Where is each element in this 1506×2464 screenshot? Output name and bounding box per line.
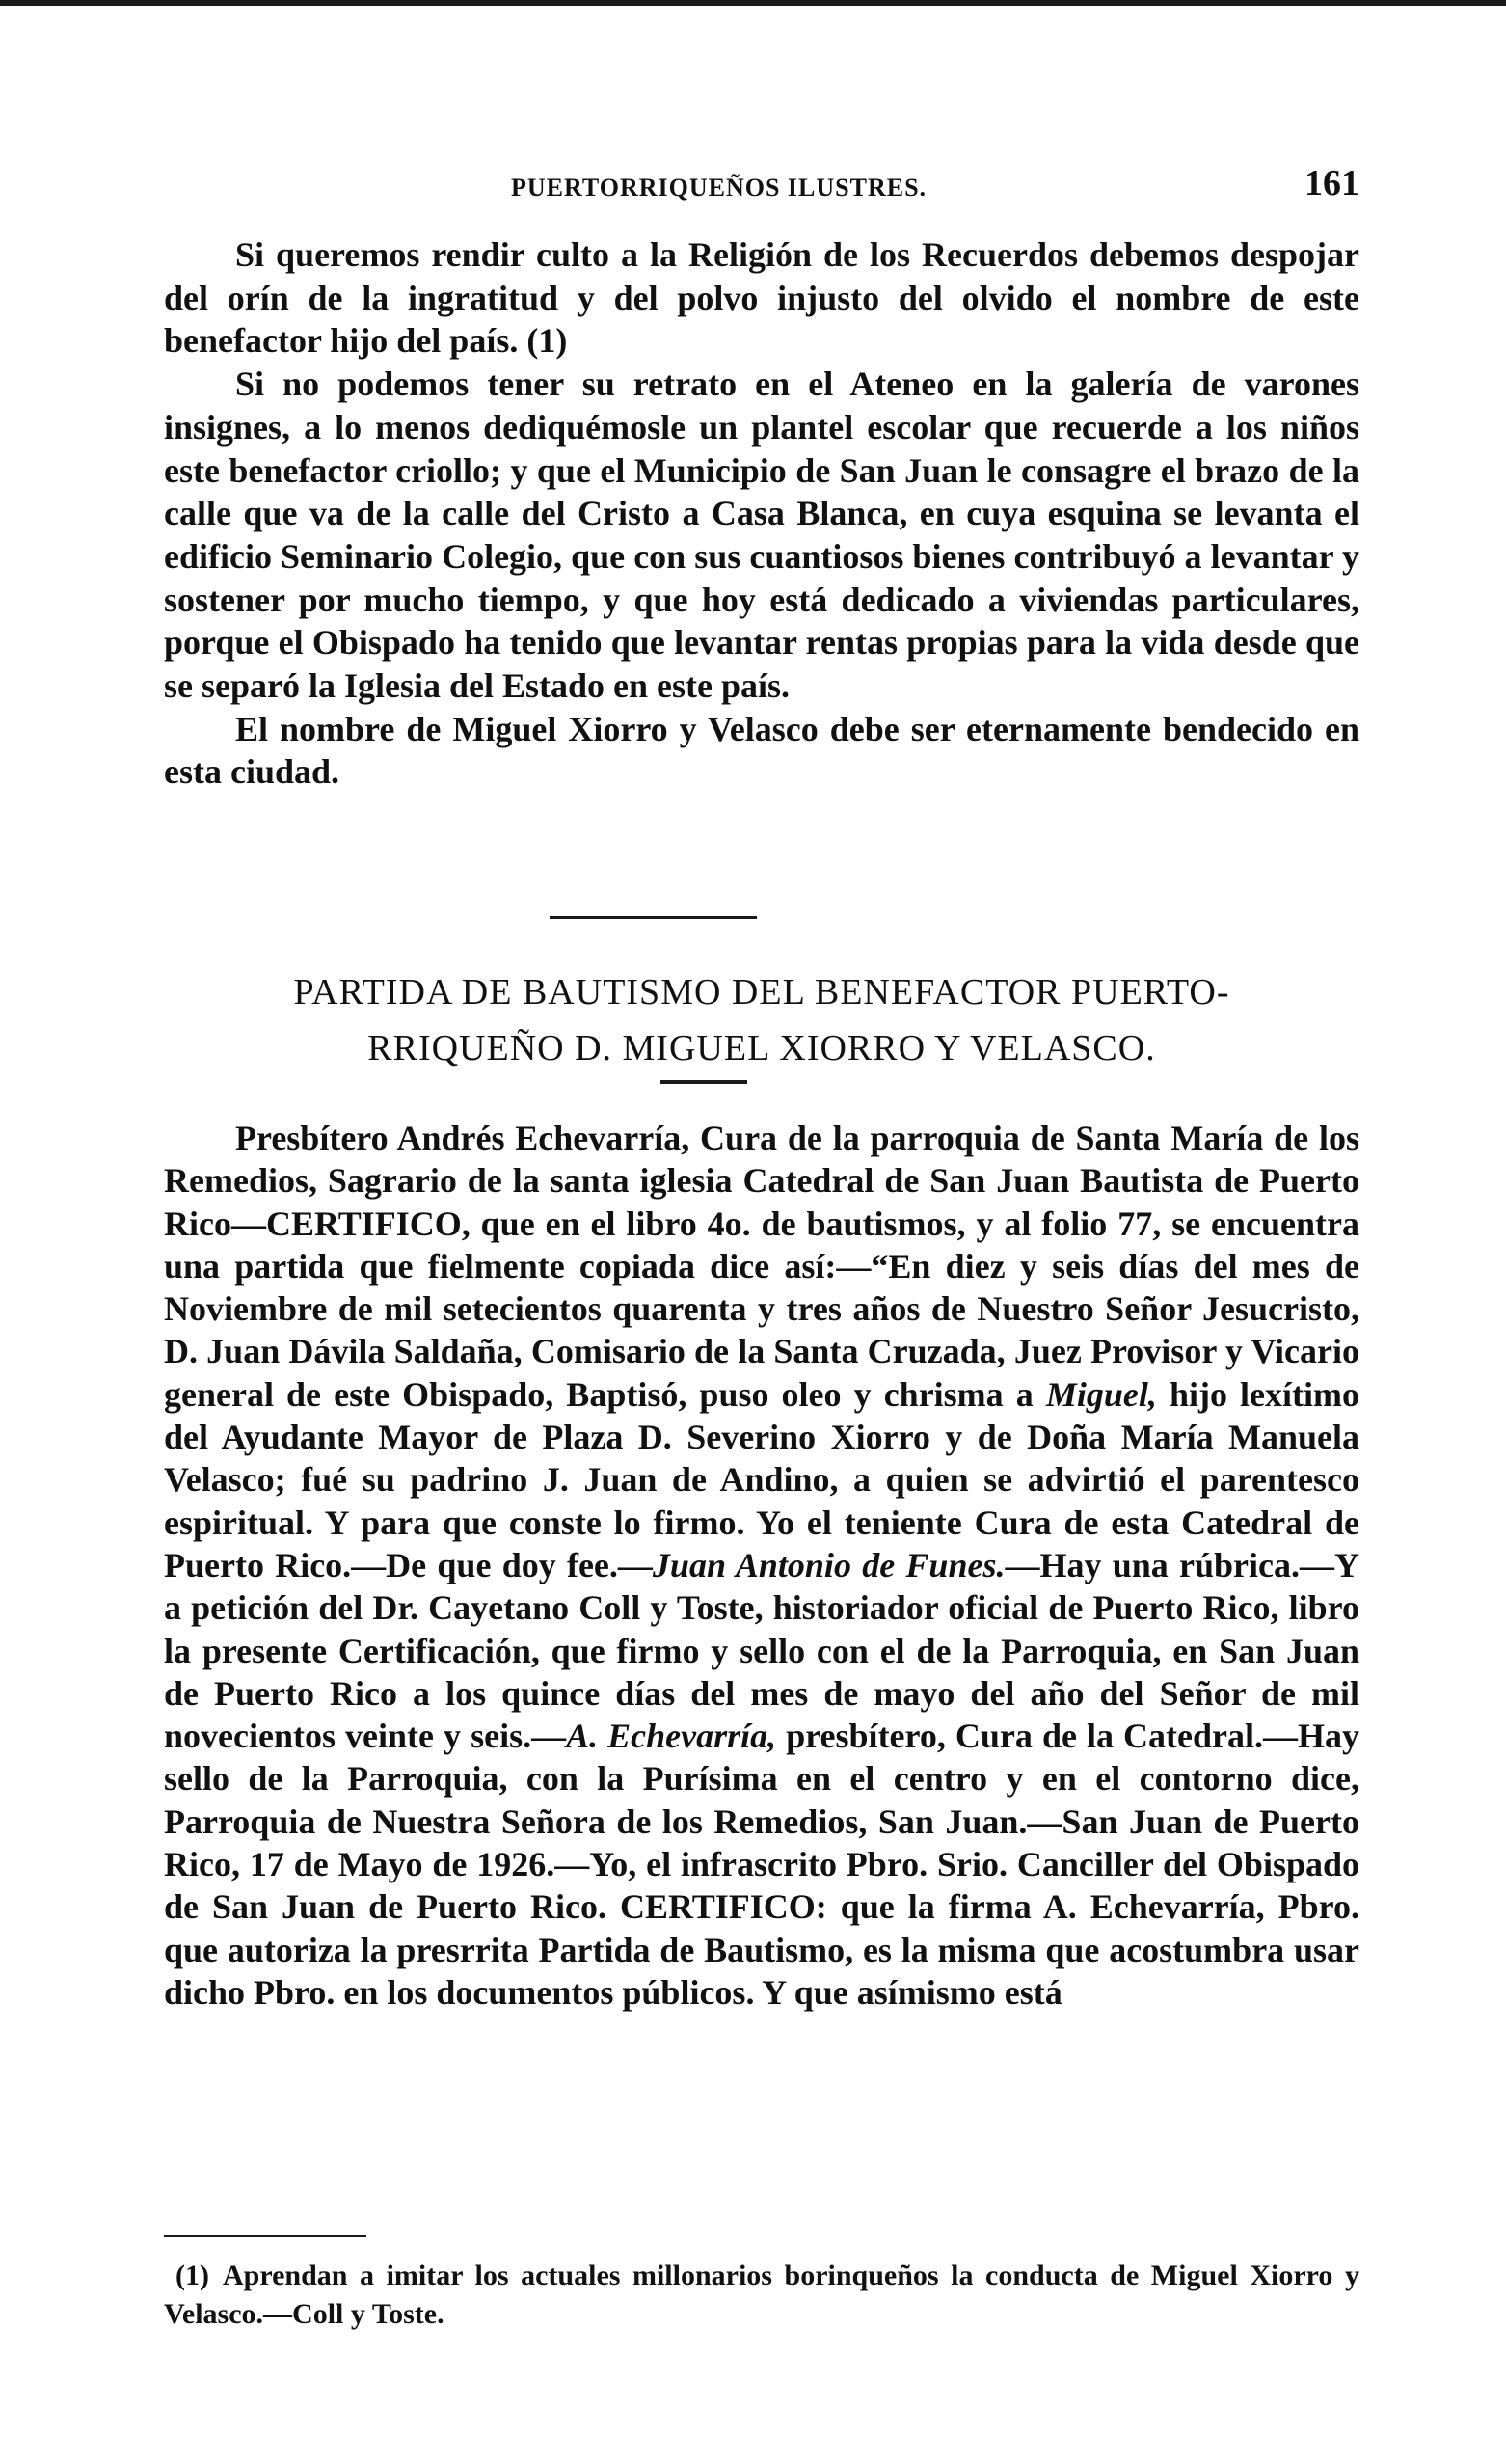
section-divider xyxy=(550,916,757,919)
section-title xyxy=(154,964,1369,1076)
italic-a-echevarria: A. Echevarría, xyxy=(566,1717,777,1756)
certificate-text-part-4: presbítero, Cura de la Catedral.—Hay sello de la Parroquia, con la Purísima en el centro y en el contorno dice, Parroquia de Nuestra Señora de los Remedios, San Juan.—San Juan de Puerto Rico, 17 de Mayo de 1926.—Yo, el infrascrito Pbro. Srio. Canciller del Obispado de San Juan de Puerto Rico. CERTIFICO: que la firma A. Echevarría, Pbro. que autoriza la presrrita Partida de Bautismo, es la misma que acostumbra usar dicho Pbro. en los documentos públicos. Y que asímismo está xyxy=(164,1717,1360,2012)
footnote-rule xyxy=(164,2235,366,2237)
paragraph-religion-recuerdos: Si queremos rendir culto a la Religión de los Recuerdos debemos despojar del orín de la ingratitud y del polvo injusto del olvido el nombre de este benefactor hijo del país. (1) xyxy=(164,235,1359,361)
italic-miguel: Miguel, xyxy=(1045,1374,1157,1414)
footnote-mark: (1) xyxy=(175,2260,209,2291)
certificate-paragraph xyxy=(164,1117,1359,2014)
paragraph-nombre-bendecido: El nombre de Miguel Xiorro y Velasco debe ser eternamente bendecido en esta ciudad. xyxy=(164,709,1359,792)
section-title-line-2: RRIQUEÑO D. MIGUEL XIORRO Y VELASCO. xyxy=(367,1028,1156,1069)
running-head: PUERTORRIQUEÑOS ILUSTRES. xyxy=(511,174,928,202)
baptism-certificate-text xyxy=(164,1117,1359,2014)
top-edge-rule xyxy=(0,0,1506,6)
certificate-text-part-1: Presbítero Andrés Echevarría, Cura de la parroquia de Santa María de los Remedios, Sagrario de la santa iglesia Catedral de San Juan Bautista de Puerto Rico—CERTIFICO, que en el libro 4o. de bautismos, y al folio 77, se encuentra una partida que fielmente copiada dice así:—“En diez y seis días del mes de Noviembre de mil setecientos quarenta y tres años de Nuestro Señor Jesucristo, D. Juan Dávila Saldaña, Comisario de la Santa Cruzada, Juez Provisor y Vicario general de este Obispado, Baptisó, puso oleo y chrisma a xyxy=(164,1119,1359,1414)
paragraph-retrato-ateneo: Si no podemos tener su retrato en el Ateneo en la galería de varones insignes, a lo menos dediquémosle un plantel escolar que recuerde a los niños este benefactor criollo; y que el Municipio de San Juan le consagre el brazo de la calle que va de la calle del Cristo a Casa Blanca, en cuya esquina se levanta el edificio Seminario Colegio, que con sus cuantiosos bienes contribuyó a levantar y sostener por mucho tiempo, y que hoy está dedicado a viviendas particulares, porque el Obispado ha tenido que levantar rentas propias para la vida desde que se separó la Iglesia del Estado en este país. xyxy=(164,365,1359,706)
certificate-text-part-2: hijo lexítimo del Ayudante Mayor de Plaza D. Severino Xiorro y de Doña María Manuela Velasco; fué su padrino J. Juan de Andino, a quien se advirtió el parentesco espiritual. Y para que conste lo firmo. Yo el teniente Cura de esta Catedral de Puerto Rico.—De que doy fee.— xyxy=(164,1374,1359,1584)
section-title-line-1: PARTIDA DE BAUTISMO DEL BENEFACTOR PUERTO- xyxy=(293,972,1230,1013)
footnote xyxy=(164,2257,1359,2334)
footnote-text: Aprendan a imitar los actuales millonarios borinqueños la conducta de Miguel Xiorro y Velasco.—Coll y Toste. xyxy=(164,2260,1359,2330)
page-number: 161 xyxy=(1304,163,1359,203)
page-header xyxy=(164,162,1359,220)
certificate-text-part-3: —Hay una rúbrica.—Y a petición del Dr. Cayetano Coll y Toste, historiador oficial de Puerto Rico, libro la presente Certificación, que firmo y sello con el de la Parroquia, en San Juan de Puerto Rico a los quince días del mes de mayo del año del Señor de mil novecientos veinte y seis.— xyxy=(164,1545,1359,1756)
title-underline xyxy=(660,1080,747,1084)
body-text xyxy=(164,233,1359,794)
italic-juan-antonio-de-funes: Juan Antonio de Funes. xyxy=(652,1545,1006,1584)
